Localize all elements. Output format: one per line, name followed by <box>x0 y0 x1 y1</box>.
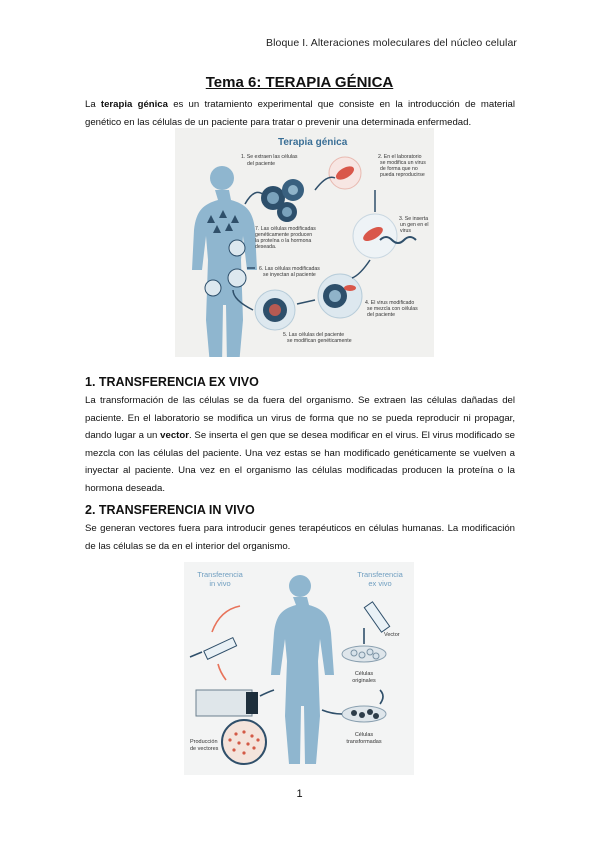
human-silhouette <box>192 166 257 357</box>
svg-text:pueda reproducirse: pueda reproducirse <box>380 172 425 178</box>
svg-text:del paciente: del paciente <box>247 161 275 167</box>
page-title: Tema 6: TERAPIA GÉNICA <box>205 74 394 91</box>
svg-text:ex vivo: ex vivo <box>368 579 392 588</box>
svg-text:Vector: Vector <box>384 632 400 638</box>
intro-paragraph: La terapia génica es un tratamiento experimental que consiste en la introducción de material genético en las células de un paciente para tratar o prevenir una determinada enfermedad. <box>85 99 515 128</box>
section-2-paragraph: Se generan vectores fuera para introducir genes terapéuticos en células humanas. La modificación de las células se da en el interior del organismo. <box>85 523 515 552</box>
extracted-cells <box>261 179 304 222</box>
vector-production-icon <box>222 720 266 764</box>
gene-therapy-figure <box>175 128 434 357</box>
page-header: Bloque I. Alteraciones moleculares del núcleo celular <box>265 37 517 49</box>
svg-text:genéticamente producen: genéticamente producen <box>255 232 313 238</box>
svg-text:Transferencia: Transferencia <box>197 570 243 579</box>
svg-text:de vectores: de vectores <box>190 746 219 752</box>
svg-text:se mezcla con células: se mezcla con células <box>367 306 418 312</box>
svg-text:in vivo: in vivo <box>209 579 231 588</box>
section-1-heading: 1. TRANSFERENCIA EX VIVO <box>85 375 259 389</box>
figure-title: Terapia génica <box>278 137 348 148</box>
svg-text:2. En el laboratorio: 2. En el laboratorio <box>378 154 422 160</box>
svg-text:Transferencia: Transferencia <box>357 570 403 579</box>
transfer-figure <box>184 562 414 775</box>
svg-text:Producción: Producción <box>190 739 218 745</box>
svg-text:se inyectan al paciente: se inyectan al paciente <box>263 272 316 278</box>
svg-text:Células: Células <box>354 732 374 738</box>
svg-text:virus: virus <box>400 228 411 234</box>
svg-text:3. Se inserta: 3. Se inserta <box>399 216 429 222</box>
svg-text:la proteína o la hormona: la proteína o la hormona <box>255 238 312 244</box>
bioreactor-icon <box>196 690 252 716</box>
svg-text:Células: Células <box>354 671 374 677</box>
svg-text:4. El virus modificado: 4. El virus modificado <box>365 300 415 306</box>
svg-text:del paciente: del paciente <box>367 312 395 318</box>
svg-text:un gen en el: un gen en el <box>400 222 429 228</box>
section-1-paragraph: La transformación de las células se da fuera del organismo. Se extraen las células dañadas del paciente. En el laboratorio se modifica un virus de forma que no se pueda reproducir ni propagar, dando lugar a un vector. Se inserta el gen que se desea modificar en el virus. El virus modificado se mezcla con las células del paciente. Una vez estas se han modificado genéticamente se vuelven a inyectar al paciente. Una vez en el organismo las células modificadas producen la proteína o la hormona deseada. <box>85 395 515 494</box>
svg-text:se modifica un virus: se modifica un virus <box>380 160 426 166</box>
svg-text:originales: originales <box>352 678 376 684</box>
intro-bold-term: terapia génica <box>100 99 168 110</box>
human-silhouette-2 <box>271 575 334 764</box>
vector-term: vector <box>160 430 189 441</box>
section-2-heading: 2. TRANSFERENCIA IN VIVO <box>85 503 255 517</box>
svg-text:7. Las células modificadas: 7. Las células modificadas <box>255 226 316 232</box>
svg-text:1. Se extraen las células: 1. Se extraen las células <box>241 154 298 160</box>
svg-text:se modifican genéticamente: se modifican genéticamente <box>287 338 352 344</box>
svg-text:5. Las células del paciente: 5. Las células del paciente <box>283 332 345 338</box>
svg-text:6. Las células modificadas: 6. Las células modificadas <box>259 266 320 272</box>
svg-text:transformadas: transformadas <box>346 739 382 745</box>
vector-tube-icon <box>364 602 389 632</box>
page-number: 1 <box>296 788 303 800</box>
svg-text:deseada.: deseada. <box>255 244 277 250</box>
svg-text:de forma que no: de forma que no <box>380 166 418 172</box>
syringe-icon <box>190 638 237 660</box>
